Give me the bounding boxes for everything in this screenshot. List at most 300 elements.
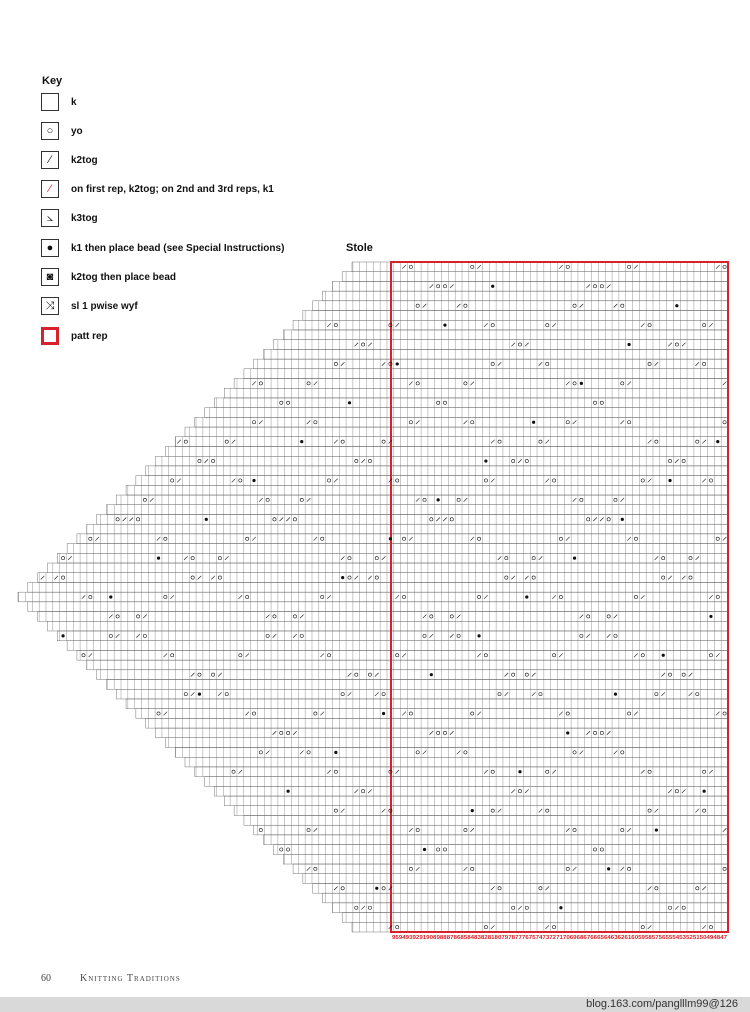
bead-symbol bbox=[443, 324, 446, 327]
yo-symbol bbox=[525, 459, 528, 462]
yo-symbol bbox=[457, 498, 460, 501]
k2tog-symbol bbox=[559, 265, 563, 269]
yo-symbol bbox=[723, 421, 726, 424]
yo-symbol bbox=[314, 712, 317, 715]
yo-symbol bbox=[143, 634, 146, 637]
yo-symbol bbox=[573, 751, 576, 754]
k2tog-symbol bbox=[723, 382, 727, 386]
k2tog-symbol bbox=[634, 712, 638, 716]
watermark: blog.163.com/panglllm99@126 bbox=[586, 998, 738, 1010]
k2tog-symbol bbox=[239, 770, 243, 774]
k2tog-symbol bbox=[450, 284, 454, 288]
k2tog-symbol bbox=[675, 459, 679, 463]
chart-row bbox=[293, 320, 728, 330]
yo-symbol bbox=[327, 479, 330, 482]
k2tog-symbol bbox=[266, 751, 270, 755]
yo-symbol bbox=[546, 324, 549, 327]
bead-symbol bbox=[252, 479, 255, 482]
chart-row bbox=[156, 456, 728, 466]
yo-symbol bbox=[628, 867, 631, 870]
yo-symbol bbox=[464, 304, 467, 307]
k2tog-symbol bbox=[552, 770, 556, 774]
yo-symbol bbox=[471, 712, 474, 715]
yo-symbol bbox=[300, 498, 303, 501]
bead-symbol bbox=[396, 362, 399, 365]
chart-row bbox=[264, 349, 728, 359]
k2tog-symbol bbox=[627, 537, 631, 541]
yo-symbol bbox=[689, 557, 692, 560]
yo-symbol bbox=[703, 324, 706, 327]
yo-symbol bbox=[191, 576, 194, 579]
yo-symbol bbox=[512, 673, 515, 676]
yo-symbol bbox=[225, 693, 228, 696]
k2tog-symbol bbox=[423, 615, 427, 619]
k2tog-symbol bbox=[586, 731, 590, 735]
k2tog-symbol bbox=[641, 323, 645, 327]
k2tog-symbol bbox=[723, 828, 727, 832]
k2tog-symbol bbox=[696, 809, 700, 813]
k2tog-symbol bbox=[361, 906, 365, 910]
k2tog-symbol bbox=[586, 284, 590, 288]
chart-row bbox=[283, 330, 728, 340]
yo-symbol bbox=[409, 867, 412, 870]
yo-symbol bbox=[355, 673, 358, 676]
yo-symbol bbox=[164, 595, 167, 598]
yo-symbol bbox=[682, 906, 685, 909]
bead-symbol bbox=[287, 790, 290, 793]
yo-symbol bbox=[641, 479, 644, 482]
k2tog-symbol bbox=[552, 595, 556, 599]
yo-symbol bbox=[437, 285, 440, 288]
yo-symbol bbox=[218, 557, 221, 560]
k2tog-symbol bbox=[443, 518, 447, 522]
k2tog-symbol bbox=[273, 731, 277, 735]
yo-symbol bbox=[409, 421, 412, 424]
k2tog-symbol bbox=[491, 925, 495, 929]
k2tog-symbol bbox=[402, 712, 406, 716]
bead-symbol bbox=[348, 401, 351, 404]
k2tog-symbol bbox=[314, 537, 318, 541]
chart-row bbox=[28, 582, 728, 592]
chart-row bbox=[77, 650, 728, 660]
red-slash-icon: ⁄ bbox=[41, 180, 59, 198]
k2tog-symbol bbox=[382, 556, 386, 560]
k2tog-symbol bbox=[143, 615, 147, 619]
k2tog-symbol bbox=[607, 634, 611, 638]
chart-row bbox=[244, 815, 728, 825]
yo-symbol bbox=[348, 576, 351, 579]
k2tog-symbol bbox=[307, 420, 311, 424]
yo-symbol bbox=[518, 343, 521, 346]
chart-row bbox=[47, 621, 728, 631]
yo-symbol bbox=[723, 265, 726, 268]
k2tog-symbol bbox=[545, 479, 549, 483]
yo-symbol bbox=[532, 557, 535, 560]
chart-row bbox=[156, 728, 728, 738]
chart-row bbox=[264, 835, 728, 845]
k2tog-symbol bbox=[498, 362, 502, 366]
k2tog-symbol bbox=[457, 304, 461, 308]
yo-symbol bbox=[184, 693, 187, 696]
k2tog-symbol bbox=[539, 556, 543, 560]
bead-symbol bbox=[389, 537, 392, 540]
yo-symbol bbox=[491, 770, 494, 773]
k2tog-symbol bbox=[648, 925, 652, 929]
k2tog-symbol bbox=[307, 867, 311, 871]
bead-symbol bbox=[703, 790, 706, 793]
k2tog-symbol bbox=[505, 692, 509, 696]
k2tog-symbol bbox=[532, 673, 536, 677]
yo-symbol bbox=[709, 654, 712, 657]
yo-symbol bbox=[362, 790, 365, 793]
chart-row bbox=[97, 670, 728, 680]
k3tog-icon: ⦣ bbox=[41, 209, 59, 227]
bead-symbol bbox=[518, 770, 521, 773]
bead-symbol bbox=[341, 576, 344, 579]
k2tog-symbol bbox=[607, 284, 611, 288]
yo-symbol bbox=[409, 265, 412, 268]
k2tog-symbol bbox=[123, 518, 127, 522]
k2tog-symbol bbox=[82, 595, 86, 599]
yo-symbol bbox=[375, 557, 378, 560]
chart-row bbox=[185, 427, 728, 437]
yo-symbol bbox=[498, 693, 501, 696]
chart-row bbox=[116, 495, 728, 505]
yo-symbol bbox=[430, 518, 433, 521]
chart-row bbox=[18, 592, 728, 602]
yo-symbol bbox=[682, 673, 685, 676]
k2tog-symbol bbox=[689, 673, 693, 677]
yo-symbol bbox=[546, 362, 549, 365]
k2tog-symbol bbox=[395, 323, 399, 327]
yo-symbol bbox=[348, 557, 351, 560]
k2tog-symbol bbox=[314, 828, 318, 832]
k2tog-symbol bbox=[184, 556, 188, 560]
k2tog-symbol bbox=[525, 789, 529, 793]
yo-symbol bbox=[648, 324, 651, 327]
yo-symbol bbox=[355, 459, 358, 462]
yo-symbol bbox=[396, 654, 399, 657]
k2tog-symbol bbox=[252, 537, 256, 541]
yo-symbol bbox=[143, 498, 146, 501]
yo-symbol bbox=[259, 382, 262, 385]
chart-row bbox=[47, 563, 728, 573]
yo-symbol bbox=[116, 615, 119, 618]
chart-row bbox=[352, 262, 728, 272]
bead-symbol bbox=[430, 673, 433, 676]
k2tog-symbol bbox=[382, 809, 386, 813]
yo-symbol bbox=[430, 615, 433, 618]
k2tog-symbol bbox=[580, 615, 584, 619]
yo-symbol bbox=[573, 382, 576, 385]
yo-symbol bbox=[532, 576, 535, 579]
k2tog-symbol bbox=[505, 673, 509, 677]
yo-symbol bbox=[546, 770, 549, 773]
k2tog-symbol bbox=[430, 284, 434, 288]
yo-symbol bbox=[211, 673, 214, 676]
k2tog-symbol bbox=[573, 420, 577, 424]
yo-symbol bbox=[668, 459, 671, 462]
yo-symbol bbox=[266, 498, 269, 501]
k2tog-symbol bbox=[293, 634, 297, 638]
key-title: Key bbox=[42, 75, 63, 87]
k2tog-symbol bbox=[614, 751, 618, 755]
bead-symbol bbox=[334, 751, 337, 754]
yo-symbol bbox=[600, 731, 603, 734]
k2tog-symbol bbox=[518, 459, 522, 463]
yo-symbol bbox=[559, 595, 562, 598]
k2tog-symbol bbox=[457, 615, 461, 619]
chart-row bbox=[106, 680, 728, 690]
k2tog-symbol bbox=[68, 556, 72, 560]
k2tog-symbol bbox=[259, 420, 263, 424]
yo-symbol bbox=[593, 285, 596, 288]
k2tog-symbol bbox=[450, 634, 454, 638]
yo-symbol bbox=[280, 848, 283, 851]
yo-symbol bbox=[341, 887, 344, 890]
yo-symbol bbox=[273, 615, 276, 618]
yo-symbol bbox=[641, 926, 644, 929]
yo-symbol bbox=[716, 537, 719, 540]
yo-symbol bbox=[416, 304, 419, 307]
yo-symbol bbox=[314, 867, 317, 870]
yo-symbol bbox=[505, 557, 508, 560]
k2tog-symbol bbox=[41, 576, 45, 580]
column-numbers: 95949392919089888786858483828180797877767574737271706968676665646362616059585756555453525150494847 bbox=[392, 935, 728, 941]
k2tog-symbol bbox=[573, 498, 577, 502]
bead-symbol bbox=[61, 634, 64, 637]
chart-row bbox=[293, 864, 728, 874]
yo-symbol bbox=[334, 324, 337, 327]
k2tog-symbol bbox=[566, 828, 570, 832]
yo-symbol bbox=[607, 518, 610, 521]
k2tog-symbol bbox=[423, 304, 427, 308]
yo-symbol bbox=[491, 362, 494, 365]
bead-symbol bbox=[621, 518, 624, 521]
chart-row bbox=[283, 854, 728, 864]
yo-symbol bbox=[614, 634, 617, 637]
yo-symbol bbox=[696, 887, 699, 890]
chart-row bbox=[97, 514, 728, 524]
yo-symbol bbox=[327, 654, 330, 657]
chart-row bbox=[195, 417, 728, 427]
yo-symbol bbox=[675, 790, 678, 793]
k2tog-symbol bbox=[211, 576, 215, 580]
yo-symbol bbox=[198, 673, 201, 676]
chart-row bbox=[342, 913, 728, 923]
circle-icon: ○ bbox=[41, 122, 59, 140]
k2tog-symbol bbox=[423, 751, 427, 755]
yo-symbol bbox=[225, 440, 228, 443]
yo-symbol bbox=[266, 634, 269, 637]
k2tog-symbol bbox=[320, 712, 324, 716]
yo-symbol bbox=[437, 848, 440, 851]
stitch-symbols bbox=[41, 265, 727, 929]
yo-symbol bbox=[157, 712, 160, 715]
yo-symbol bbox=[634, 595, 637, 598]
yo-symbol bbox=[525, 673, 528, 676]
k2tog-symbol bbox=[552, 323, 556, 327]
yo-symbol bbox=[341, 693, 344, 696]
yo-symbol bbox=[709, 926, 712, 929]
chart-row bbox=[106, 505, 728, 515]
key-label: patt rep bbox=[71, 330, 108, 342]
k2tog-symbol bbox=[348, 692, 352, 696]
k2tog-symbol bbox=[218, 692, 222, 696]
chart-row bbox=[116, 689, 728, 699]
yo-symbol bbox=[552, 654, 555, 657]
yo-symbol bbox=[566, 867, 569, 870]
yo-symbol bbox=[409, 712, 412, 715]
k2tog-symbol bbox=[382, 362, 386, 366]
yo-symbol bbox=[518, 790, 521, 793]
k2tog-symbol bbox=[614, 304, 618, 308]
k2tog-symbol bbox=[702, 440, 706, 444]
yo-symbol bbox=[573, 828, 576, 831]
k2tog-symbol bbox=[54, 576, 58, 580]
bead-symbol bbox=[668, 479, 671, 482]
bead-symbol bbox=[437, 498, 440, 501]
chart-row bbox=[28, 602, 728, 612]
yo-symbol bbox=[566, 265, 569, 268]
yo-symbol bbox=[457, 634, 460, 637]
k2tog-symbol bbox=[470, 828, 474, 832]
chart-row bbox=[352, 922, 728, 932]
yo-symbol bbox=[477, 537, 480, 540]
yo-symbol bbox=[89, 537, 92, 540]
k2tog-symbol bbox=[450, 731, 454, 735]
book-title: Knitting Traditions bbox=[80, 973, 181, 984]
yo-symbol bbox=[396, 926, 399, 929]
k2tog-symbol bbox=[648, 440, 652, 444]
yo-symbol bbox=[191, 557, 194, 560]
k2tog-symbol bbox=[355, 343, 359, 347]
bead-symbol bbox=[580, 382, 583, 385]
k2tog-symbol bbox=[164, 653, 168, 657]
yo-symbol bbox=[484, 479, 487, 482]
chart-row bbox=[313, 883, 728, 893]
k2tog-symbol bbox=[525, 343, 529, 347]
k2tog-symbol bbox=[341, 362, 345, 366]
yo-symbol bbox=[498, 887, 501, 890]
k2tog-symbol bbox=[627, 828, 631, 832]
k2tog-symbol bbox=[259, 498, 263, 502]
yo-symbol bbox=[559, 537, 562, 540]
k2tog-symbol bbox=[464, 867, 468, 871]
yo-symbol bbox=[416, 382, 419, 385]
chart-row bbox=[175, 748, 728, 758]
k2tog-symbol bbox=[559, 712, 563, 716]
k2tog-symbol bbox=[709, 595, 713, 599]
k2tog-symbol bbox=[314, 382, 318, 386]
yo-symbol bbox=[464, 828, 467, 831]
k2tog-symbol bbox=[416, 498, 420, 502]
chart-row bbox=[342, 272, 728, 282]
yo-symbol bbox=[198, 459, 201, 462]
k2tog-symbol bbox=[484, 595, 488, 599]
yo-symbol bbox=[471, 421, 474, 424]
k2tog-symbol bbox=[300, 751, 304, 755]
k2tog-symbol bbox=[245, 712, 249, 716]
key-label: k3tog bbox=[71, 212, 98, 224]
bead-symbol bbox=[573, 557, 576, 560]
yo-symbol bbox=[580, 634, 583, 637]
yo-symbol bbox=[709, 479, 712, 482]
k2tog-symbol bbox=[559, 653, 563, 657]
chart-row bbox=[38, 612, 728, 622]
chart-row bbox=[224, 388, 728, 398]
yo-symbol bbox=[593, 848, 596, 851]
k2tog-symbol bbox=[409, 828, 413, 832]
chart-row bbox=[146, 718, 728, 728]
yo-symbol bbox=[593, 731, 596, 734]
yo-symbol bbox=[512, 906, 515, 909]
k2tog-symbol bbox=[539, 362, 543, 366]
k2tog-symbol bbox=[266, 615, 270, 619]
yo-symbol bbox=[641, 654, 644, 657]
yo-symbol bbox=[621, 304, 624, 307]
k2tog-symbol bbox=[716, 712, 720, 716]
k2tog-symbol bbox=[293, 731, 297, 735]
k2tog-symbol bbox=[661, 673, 665, 677]
yo-symbol bbox=[464, 751, 467, 754]
yo-symbol bbox=[593, 401, 596, 404]
k2tog-symbol bbox=[341, 556, 345, 560]
k2tog-symbol bbox=[682, 343, 686, 347]
bead-symbol bbox=[157, 557, 160, 560]
yo-symbol bbox=[662, 576, 665, 579]
yo-symbol bbox=[136, 615, 139, 618]
yo-symbol bbox=[273, 518, 276, 521]
yo-symbol bbox=[287, 731, 290, 734]
yo-symbol bbox=[259, 828, 262, 831]
bead-symbol bbox=[709, 615, 712, 618]
k2tog-symbol bbox=[586, 634, 590, 638]
k2tog-symbol bbox=[470, 537, 474, 541]
bead-symbol bbox=[205, 518, 208, 521]
yo-symbol bbox=[136, 518, 139, 521]
k2tog-symbol bbox=[723, 537, 727, 541]
k2tog-symbol bbox=[416, 867, 420, 871]
yo-symbol bbox=[621, 751, 624, 754]
k2tog-symbol bbox=[491, 479, 495, 483]
yo-symbol bbox=[655, 887, 658, 890]
yo-symbol bbox=[580, 498, 583, 501]
yo-symbol bbox=[218, 576, 221, 579]
k2tog-symbol bbox=[430, 634, 434, 638]
k2tog-symbol bbox=[409, 537, 413, 541]
k2tog-symbol bbox=[682, 576, 686, 580]
yo-symbol bbox=[675, 343, 678, 346]
bead-symbol bbox=[675, 304, 678, 307]
yo-symbol bbox=[450, 518, 453, 521]
yo-symbol bbox=[287, 848, 290, 851]
k2tog-symbol bbox=[232, 479, 236, 483]
yo-symbol bbox=[368, 459, 371, 462]
k2tog-symbol bbox=[170, 595, 174, 599]
k2tog-symbol bbox=[620, 498, 624, 502]
k2tog-symbol bbox=[702, 887, 706, 891]
yo-symbol bbox=[484, 654, 487, 657]
yo-symbol bbox=[239, 479, 242, 482]
k2tog-symbol bbox=[498, 809, 502, 813]
bead-symbol bbox=[198, 693, 201, 696]
yo-symbol bbox=[600, 848, 603, 851]
yo-symbol bbox=[416, 828, 419, 831]
k2tog-symbol bbox=[164, 712, 168, 716]
k2tog-symbol bbox=[641, 595, 645, 599]
bead-symbol bbox=[532, 421, 535, 424]
